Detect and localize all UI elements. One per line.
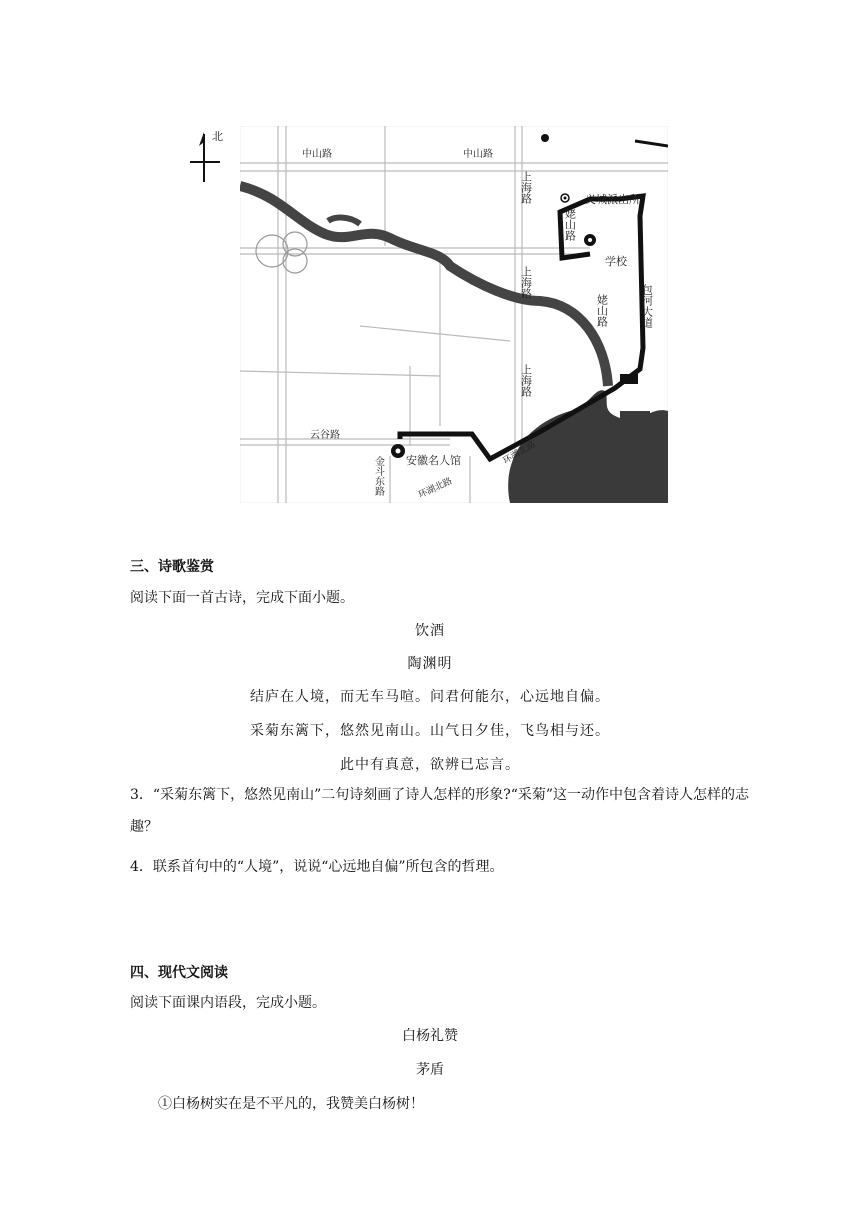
label-zhongshan-right: 中山路 xyxy=(463,149,493,160)
label-huanhu-1: 环湖北路 xyxy=(501,439,538,467)
label-museum: 安徽名人馆 xyxy=(406,454,461,467)
label-huanhu-2: 环湖北路 xyxy=(417,476,454,501)
section-heading-modern: 四、现代文阅读 xyxy=(130,965,228,981)
label-shanghai-top: 上海路 xyxy=(519,171,533,204)
question-3: 3．“采菊东篱下，悠然见南山”二句诗刻画了诗人怎样的形象?“采菊”这一动作中包含着诗人怎样的志趣？ xyxy=(130,787,750,835)
label-police: 义城派出所 xyxy=(585,193,640,206)
clinic-marker xyxy=(541,134,549,142)
label-yungu: 云谷路 xyxy=(310,430,340,441)
section-heading-poetry: 三、诗歌鉴赏 xyxy=(130,559,214,575)
label-zhongshan-left: 中山路 xyxy=(302,149,332,160)
route-map xyxy=(240,126,668,503)
poem-title: 饮酒 xyxy=(415,623,445,639)
essay-paragraph-1: ①白杨树实在是不平凡的，我赞美白杨树！ xyxy=(158,1096,424,1112)
north-label: 北 xyxy=(212,130,223,143)
modern-instruction: 阅读下面课内语段，完成小题。 xyxy=(130,995,326,1011)
essay-title: 白杨礼赞 xyxy=(402,1028,458,1044)
poem-line: 采菊东篱下，悠然见南山。山气日夕佳，飞鸟相与还。 xyxy=(250,723,610,739)
poem-line: 结庐在人境，而无车马喧。问君何能尔，心远地自偏。 xyxy=(250,689,610,705)
poem-author: 陶渊明 xyxy=(407,656,453,672)
question-4: 4．联系首句中的“人境”，说说“心远地自偏”所包含的哲理。 xyxy=(130,859,504,875)
label-baohe: 包河大道 xyxy=(640,284,654,328)
north-arrow xyxy=(186,128,226,184)
label-school: 学校 xyxy=(605,255,627,268)
label-laoshan-mid: 姥山路 xyxy=(595,294,609,327)
label-jindou: 金斗东路 xyxy=(372,456,384,496)
essay-author: 茅盾 xyxy=(416,1062,444,1078)
label-shanghai-mid: 上海路 xyxy=(519,266,533,299)
label-shanghai-bottom: 上海路 xyxy=(519,364,533,397)
poem-line: 此中有真意，欲辨已忘言。 xyxy=(340,757,520,773)
label-laoshan-top: 姥山路 xyxy=(563,208,577,241)
poetry-instruction: 阅读下面一首古诗，完成下面小题。 xyxy=(130,590,354,606)
